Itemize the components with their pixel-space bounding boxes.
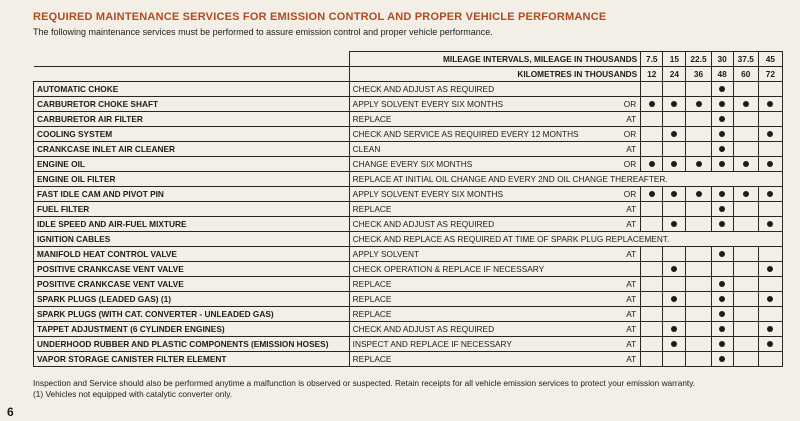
- table-row: [34, 157, 783, 172]
- service-dot-icon: [671, 326, 677, 332]
- interval-cell: [641, 307, 663, 322]
- interval-cell: [711, 127, 733, 142]
- service-action: [349, 292, 641, 307]
- service-dot-icon: [671, 131, 677, 137]
- interval-cell: [758, 97, 782, 112]
- component-name: TAPPET ADJUSTMENT (6 CYLINDER ENGINES): [34, 322, 350, 337]
- interval-cell: [733, 187, 758, 202]
- interval-cell: [641, 127, 663, 142]
- service-dot-icon: [719, 221, 725, 227]
- header-row-mileage: [34, 52, 783, 67]
- footer-note: [33, 378, 695, 400]
- service-action: [349, 82, 641, 97]
- interval-qualifier: OR: [623, 128, 637, 139]
- interval-cell: [758, 202, 782, 217]
- km-interval: 12: [641, 67, 663, 82]
- interval-cell: [711, 277, 733, 292]
- interval-cell: [663, 217, 686, 232]
- service-action-text: INSPECT AND REPLACE IF NECESSARY: [352, 338, 512, 349]
- table-row: [34, 262, 783, 277]
- page-subtitle: The following maintenance services must be performed to assure emission control and proper vehicle performance.: [33, 27, 493, 37]
- component-name: ENGINE OIL FILTER: [34, 172, 350, 187]
- service-action-text: REPLACE: [352, 203, 392, 214]
- service-dot-icon: [649, 101, 655, 107]
- service-action: [349, 352, 641, 367]
- interval-cell: [711, 187, 733, 202]
- service-dot-icon: [767, 266, 773, 272]
- interval-cell: [686, 247, 711, 262]
- interval-cell: [711, 142, 733, 157]
- interval-cell: [711, 322, 733, 337]
- interval-cell: [733, 262, 758, 277]
- table-row: [34, 247, 783, 262]
- interval-cell: [711, 337, 733, 352]
- service-dot-icon: [719, 116, 725, 122]
- component-name: FUEL FILTER: [34, 202, 350, 217]
- service-dot-icon: [767, 161, 773, 167]
- component-name: MANIFOLD HEAT CONTROL VALVE: [34, 247, 350, 262]
- interval-cell: [733, 337, 758, 352]
- service-dot-icon: [767, 131, 773, 137]
- service-action: [349, 337, 641, 352]
- km-interval: 36: [686, 67, 711, 82]
- table-row: [34, 127, 783, 142]
- service-dot-icon: [719, 251, 725, 257]
- service-dot-icon: [696, 101, 702, 107]
- interval-cell: [663, 262, 686, 277]
- interval-cell: [758, 127, 782, 142]
- interval-cell: [686, 322, 711, 337]
- service-dot-icon: [767, 341, 773, 347]
- footer-line-inspection: Inspection and Service should also be performed anytime a malfunction is observed or suspected. Retain receipts for all vehicle emission services to protect your emission warranty.: [33, 378, 696, 388]
- service-dot-icon: [696, 191, 702, 197]
- interval-qualifier: AT: [626, 248, 637, 259]
- service-dot-icon: [719, 206, 725, 212]
- interval-qualifier: AT: [626, 308, 637, 319]
- interval-cell: [758, 322, 782, 337]
- service-action-text: REPLACE: [352, 308, 392, 319]
- interval-cell: [758, 262, 782, 277]
- interval-cell: [686, 337, 711, 352]
- service-dot-icon: [719, 146, 725, 152]
- interval-cell: [686, 352, 711, 367]
- service-dot-icon: [743, 101, 749, 107]
- component-name: FAST IDLE CAM AND PIVOT PIN: [34, 187, 350, 202]
- interval-cell: [686, 202, 711, 217]
- interval-cell: [758, 187, 782, 202]
- service-dot-icon: [767, 191, 773, 197]
- service-action: [349, 217, 641, 232]
- service-action-text: REPLACE: [352, 113, 392, 124]
- service-dot-icon: [743, 191, 749, 197]
- interval-qualifier: AT: [626, 353, 637, 364]
- interval-cell: [641, 217, 663, 232]
- interval-cell: [686, 307, 711, 322]
- interval-qualifier: AT: [626, 323, 637, 334]
- interval-cell: [663, 202, 686, 217]
- interval-cell: [733, 277, 758, 292]
- service-action: [349, 307, 641, 322]
- interval-cell: [733, 142, 758, 157]
- service-action-text: REPLACE: [352, 293, 392, 304]
- interval-cell: [663, 352, 686, 367]
- km-interval: 60: [733, 67, 758, 82]
- interval-cell: [641, 262, 663, 277]
- service-action: [349, 157, 641, 172]
- table-row: [34, 232, 783, 247]
- component-name: SPARK PLUGS (LEADED GAS) (1): [34, 292, 350, 307]
- header-blank-cell: [34, 67, 350, 82]
- service-action-text: REPLACE: [352, 278, 392, 289]
- service-action-text: CHECK OPERATION & REPLACE IF NECESSARY: [352, 263, 545, 274]
- km-interval: 24: [663, 67, 686, 82]
- interval-cell: [758, 292, 782, 307]
- interval-cell: [641, 97, 663, 112]
- mileage-header-label: MILEAGE INTERVALS, MILEAGE IN THOUSANDS: [349, 52, 641, 67]
- mileage-interval: 30: [711, 52, 733, 67]
- interval-cell: [758, 307, 782, 322]
- km-interval: 72: [758, 67, 782, 82]
- service-dot-icon: [719, 311, 725, 317]
- interval-cell: [641, 112, 663, 127]
- table-row: [34, 82, 783, 97]
- service-action-text: CHECK AND ADJUST AS REQUIRED: [352, 323, 495, 334]
- interval-cell: [641, 292, 663, 307]
- interval-cell: [663, 97, 686, 112]
- service-action-text: APPLY SOLVENT EVERY SIX MONTHS: [352, 98, 503, 109]
- interval-qualifier: AT: [626, 293, 637, 304]
- interval-cell: [686, 82, 711, 97]
- interval-cell: [733, 247, 758, 262]
- interval-qualifier: OR: [623, 188, 637, 199]
- service-dot-icon: [719, 281, 725, 287]
- interval-cell: [711, 307, 733, 322]
- service-action-text: REPLACE: [352, 353, 392, 364]
- table-row: [34, 352, 783, 367]
- interval-cell: [686, 157, 711, 172]
- interval-cell: [641, 202, 663, 217]
- service-dot-icon: [719, 341, 725, 347]
- service-dot-icon: [767, 221, 773, 227]
- interval-cell: [711, 97, 733, 112]
- service-action: [349, 172, 782, 187]
- interval-cell: [686, 97, 711, 112]
- interval-cell: [663, 157, 686, 172]
- table-row: [34, 337, 783, 352]
- interval-cell: [686, 127, 711, 142]
- interval-cell: [711, 292, 733, 307]
- service-action: [349, 322, 641, 337]
- km-interval: 48: [711, 67, 733, 82]
- interval-cell: [686, 217, 711, 232]
- interval-cell: [758, 82, 782, 97]
- interval-qualifier: AT: [626, 143, 637, 154]
- service-action-text: CHANGE EVERY SIX MONTHS: [352, 158, 473, 169]
- component-name: UNDERHOOD RUBBER AND PLASTIC COMPONENTS (EMISSION HOSES): [34, 337, 350, 352]
- table-row: [34, 217, 783, 232]
- component-name: IDLE SPEED AND AIR-FUEL MIXTURE: [34, 217, 350, 232]
- interval-cell: [733, 127, 758, 142]
- table-row: [34, 172, 783, 187]
- footer-line-footnote: (1) Vehicles not equipped with catalytic converter only.: [33, 389, 233, 399]
- service-dot-icon: [671, 101, 677, 107]
- component-name: POSITIVE CRANKCASE VENT VALVE: [34, 262, 350, 277]
- mileage-interval: 37.5: [733, 52, 758, 67]
- page-title: REQUIRED MAINTENANCE SERVICES FOR EMISSION CONTROL AND PROPER VEHICLE PERFORMANCE: [33, 11, 607, 23]
- service-action-text: CLEAN: [352, 143, 381, 154]
- interval-cell: [663, 187, 686, 202]
- interval-qualifier: OR: [623, 98, 637, 109]
- service-dot-icon: [671, 341, 677, 347]
- km-header-label: KILOMETRES IN THOUSANDS: [349, 67, 641, 82]
- service-action: [349, 97, 641, 112]
- interval-cell: [711, 202, 733, 217]
- service-action-text: REPLACE AT INITIAL OIL CHANGE AND EVERY 2ND OIL CHANGE THEREAFTER.: [352, 173, 668, 184]
- component-name: CRANKCASE INLET AIR CLEANER: [34, 142, 350, 157]
- component-name: ENGINE OIL: [34, 157, 350, 172]
- maintenance-table: [33, 51, 783, 367]
- interval-qualifier: OR: [623, 158, 637, 169]
- service-dot-icon: [671, 296, 677, 302]
- interval-cell: [641, 322, 663, 337]
- component-name: CARBURETOR CHOKE SHAFT: [34, 97, 350, 112]
- service-action: [349, 187, 641, 202]
- interval-cell: [641, 337, 663, 352]
- interval-cell: [641, 157, 663, 172]
- service-action-text: CHECK AND ADJUST AS REQUIRED: [352, 218, 495, 229]
- service-action: [349, 142, 641, 157]
- service-action-text: CHECK AND REPLACE AS REQUIRED AT TIME OF SPARK PLUG REPLACEMENT.: [352, 233, 670, 244]
- component-name: CARBURETOR AIR FILTER: [34, 112, 350, 127]
- mileage-interval: 15: [663, 52, 686, 67]
- service-action-text: APPLY SOLVENT EVERY SIX MONTHS: [352, 188, 503, 199]
- service-dot-icon: [719, 356, 725, 362]
- service-dot-icon: [671, 266, 677, 272]
- service-dot-icon: [649, 191, 655, 197]
- table-row: [34, 187, 783, 202]
- interval-qualifier: AT: [626, 203, 637, 214]
- interval-cell: [758, 277, 782, 292]
- interval-qualifier: AT: [626, 278, 637, 289]
- service-dot-icon: [767, 326, 773, 332]
- service-dot-icon: [696, 161, 702, 167]
- interval-cell: [641, 142, 663, 157]
- service-dot-icon: [671, 161, 677, 167]
- interval-cell: [711, 352, 733, 367]
- header-row-km: [34, 67, 783, 82]
- service-dot-icon: [671, 191, 677, 197]
- interval-cell: [686, 262, 711, 277]
- component-name: COOLING SYSTEM: [34, 127, 350, 142]
- service-action: [349, 247, 641, 262]
- interval-cell: [663, 112, 686, 127]
- interval-cell: [733, 217, 758, 232]
- interval-cell: [733, 157, 758, 172]
- service-dot-icon: [649, 161, 655, 167]
- interval-cell: [663, 247, 686, 262]
- interval-cell: [641, 277, 663, 292]
- service-dot-icon: [719, 191, 725, 197]
- interval-cell: [711, 217, 733, 232]
- service-action-text: APPLY SOLVENT: [352, 248, 420, 259]
- interval-cell: [711, 262, 733, 277]
- interval-cell: [758, 112, 782, 127]
- interval-cell: [711, 112, 733, 127]
- interval-cell: [758, 337, 782, 352]
- interval-cell: [758, 217, 782, 232]
- service-dot-icon: [719, 161, 725, 167]
- interval-cell: [686, 142, 711, 157]
- interval-cell: [663, 277, 686, 292]
- table-row: [34, 307, 783, 322]
- interval-cell: [663, 82, 686, 97]
- service-dot-icon: [719, 326, 725, 332]
- table-row: [34, 112, 783, 127]
- interval-qualifier: AT: [626, 113, 637, 124]
- interval-qualifier: AT: [626, 338, 637, 349]
- service-action: [349, 112, 641, 127]
- service-dot-icon: [719, 101, 725, 107]
- interval-cell: [663, 142, 686, 157]
- interval-cell: [758, 247, 782, 262]
- interval-cell: [663, 337, 686, 352]
- interval-cell: [641, 187, 663, 202]
- interval-cell: [758, 352, 782, 367]
- interval-cell: [686, 112, 711, 127]
- interval-cell: [733, 82, 758, 97]
- mileage-interval: 45: [758, 52, 782, 67]
- interval-cell: [686, 187, 711, 202]
- service-dot-icon: [719, 86, 725, 92]
- table-row: [34, 142, 783, 157]
- table-row: [34, 97, 783, 112]
- interval-cell: [758, 157, 782, 172]
- page-number: 6: [7, 405, 14, 419]
- service-action: [349, 127, 641, 142]
- interval-cell: [733, 112, 758, 127]
- interval-cell: [663, 307, 686, 322]
- mileage-interval: 22.5: [686, 52, 711, 67]
- mileage-interval: 7.5: [641, 52, 663, 67]
- table-row: [34, 277, 783, 292]
- service-dot-icon: [767, 101, 773, 107]
- interval-cell: [641, 247, 663, 262]
- table-row: [34, 202, 783, 217]
- service-dot-icon: [719, 131, 725, 137]
- component-name: SPARK PLUGS (WITH CAT. CONVERTER - UNLEADED GAS): [34, 307, 350, 322]
- component-name: POSITIVE CRANKCASE VENT VALVE: [34, 277, 350, 292]
- interval-cell: [686, 292, 711, 307]
- table-row: [34, 322, 783, 337]
- interval-cell: [733, 292, 758, 307]
- service-dot-icon: [719, 296, 725, 302]
- table-row: [34, 292, 783, 307]
- interval-cell: [758, 142, 782, 157]
- service-action: [349, 202, 641, 217]
- component-name: VAPOR STORAGE CANISTER FILTER ELEMENT: [34, 352, 350, 367]
- component-name: AUTOMATIC CHOKE: [34, 82, 350, 97]
- service-dot-icon: [767, 296, 773, 302]
- interval-cell: [733, 322, 758, 337]
- service-dot-icon: [671, 221, 677, 227]
- interval-cell: [733, 202, 758, 217]
- interval-cell: [733, 307, 758, 322]
- interval-cell: [641, 352, 663, 367]
- interval-cell: [733, 352, 758, 367]
- service-action-text: CHECK AND SERVICE AS REQUIRED EVERY 12 MONTHS: [352, 128, 579, 139]
- header-blank-cell: [34, 52, 350, 67]
- interval-cell: [711, 247, 733, 262]
- service-dot-icon: [743, 161, 749, 167]
- interval-cell: [663, 292, 686, 307]
- interval-cell: [663, 127, 686, 142]
- interval-cell: [686, 277, 711, 292]
- service-action: [349, 232, 782, 247]
- service-action: [349, 277, 641, 292]
- interval-cell: [641, 82, 663, 97]
- interval-cell: [711, 82, 733, 97]
- component-name: IGNITION CABLES: [34, 232, 350, 247]
- interval-cell: [663, 322, 686, 337]
- service-action-text: CHECK AND ADJUST AS REQUIRED: [352, 83, 495, 94]
- service-action: [349, 262, 641, 277]
- interval-cell: [733, 97, 758, 112]
- interval-qualifier: AT: [626, 218, 637, 229]
- interval-cell: [711, 157, 733, 172]
